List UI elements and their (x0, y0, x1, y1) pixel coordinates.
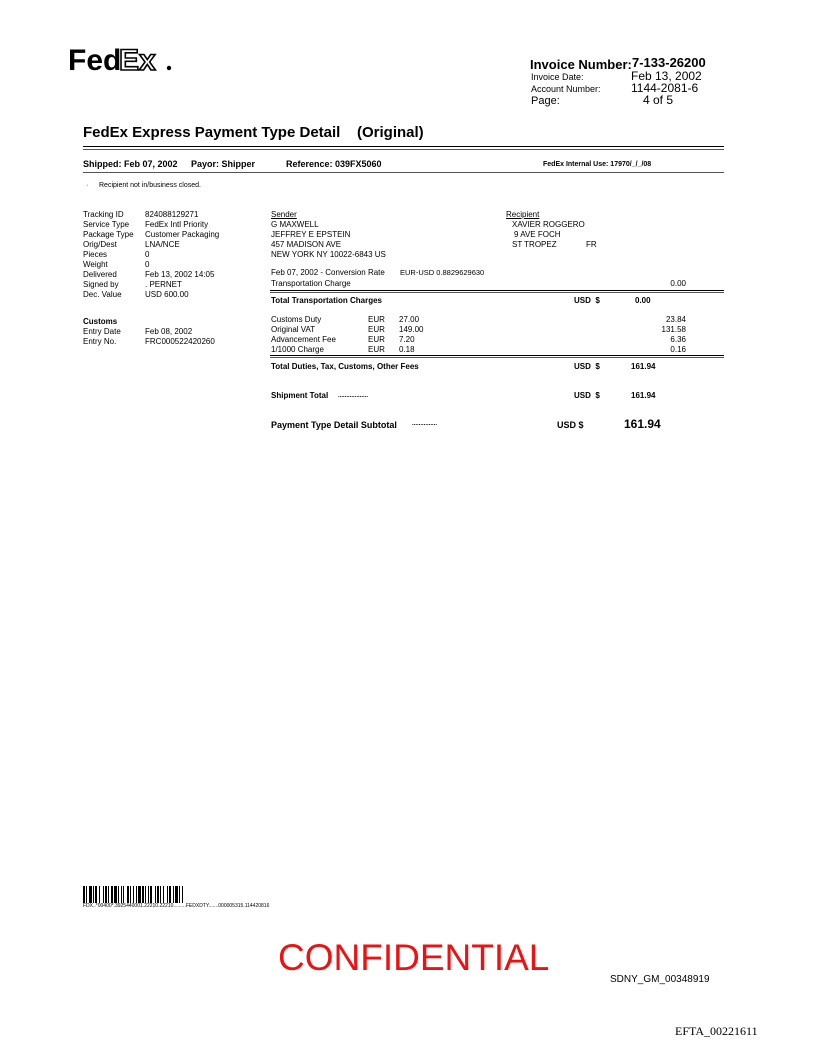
page-label: Page: (531, 95, 560, 107)
payor: Payor: Shipper (191, 159, 256, 169)
invoice-number-label: Invoice Number: (530, 57, 632, 72)
invoice-date-label: Invoice Date: (531, 72, 584, 82)
subtotal-label: Payment Type Detail Subtotal (271, 420, 397, 430)
tracking-label: Delivered (83, 270, 117, 279)
shipped-date: Shipped: Feb 07, 2002 (83, 159, 178, 169)
entry-date-label: Entry Date (83, 327, 121, 336)
barcode-bar (93, 886, 94, 903)
recipient-heading: Recipient (506, 210, 540, 219)
divider (270, 290, 724, 291)
sender-heading: Sender (271, 210, 297, 219)
shipment-total-label: Shipment Total (271, 391, 329, 400)
tracking-label: Weight (83, 260, 108, 269)
barcode-bar (111, 886, 113, 903)
tracking-value: Feb 13, 2002 14:05 (145, 270, 215, 279)
tracking-label: Service Type (83, 220, 130, 229)
logo-fed-text: Fed (68, 44, 122, 76)
barcode-bar (95, 886, 97, 903)
divider (83, 146, 724, 147)
shipment-total-currency: USD $ (574, 391, 600, 400)
duty-usd: 0.16 (670, 345, 686, 354)
sender-line: JEFFREY E EPSTEIN (271, 230, 351, 239)
confidential-stamp: CONFIDENTIAL (278, 937, 550, 978)
duty-eur: 0.18 (399, 345, 415, 354)
barcode-bar (118, 886, 119, 903)
tracking-value: Customer Packaging (145, 230, 220, 239)
subtotal-currency: USD $ (557, 420, 584, 430)
barcode-bar (133, 886, 134, 903)
barcode-bar (123, 886, 124, 903)
divider (83, 149, 724, 150)
invoice-number-value: 7-133-26200 (632, 55, 706, 70)
recipient-line: XAVIER ROGGERO (512, 220, 585, 229)
barcode-bar (148, 886, 149, 903)
sender-line: NEW YORK NY 10022-6843 US (271, 250, 386, 259)
duty-usd: 6.36 (670, 335, 686, 344)
tracking-labels (83, 210, 134, 300)
duty-label: Original VAT (271, 325, 316, 334)
efta-number: EFTA_00221611 (675, 1024, 758, 1038)
account-number-label: Account Number: (531, 84, 601, 94)
logo-dot (167, 66, 171, 70)
barcode-bar (179, 886, 180, 903)
transportation-charge-label: Transportation Charge (271, 279, 351, 288)
page-title: FedEx Express Payment Type Detail (Original) (83, 124, 424, 141)
duty-usd: 131.58 (661, 325, 686, 334)
transportation-charge-amount: 0.00 (670, 279, 686, 288)
recipient-city: ST TROPEZ (512, 240, 557, 249)
note-bullet: · (86, 182, 89, 189)
invoice-date-value: Feb 13, 2002 (631, 69, 702, 83)
duty-eur: 149.00 (399, 325, 424, 334)
divider (270, 292, 724, 293)
tracking-value: FedEx Intl Priority (145, 220, 209, 229)
tracking-label: Orig/Dest (83, 240, 117, 249)
total-transportation-currency: USD $ (574, 296, 600, 305)
tracking-value: USD 600.00 (145, 290, 189, 299)
note-text: Recipient not in/business closed. (99, 182, 201, 189)
barcode-bar (167, 886, 168, 903)
duty-usd: 23.84 (665, 315, 686, 324)
tracking-value: . PERNET (145, 280, 182, 289)
barcode-bar (105, 886, 107, 903)
entry-no-label: Entry No. (83, 337, 117, 346)
tracking-label: Dec. Value (83, 290, 122, 299)
entry-no-value: FRC000522420260 (145, 337, 215, 346)
internal-use: FedEx Internal Use: 17970/_/_/08 (543, 161, 652, 168)
bates-number: SDNY_GM_00348919 (610, 974, 710, 985)
duty-label: Advancement Fee (271, 335, 336, 344)
reference: Reference: 039FX5060 (286, 159, 382, 169)
total-transportation-label: Total Transportation Charges (271, 296, 382, 305)
divider (83, 172, 724, 173)
tracking-label: Tracking ID (83, 210, 124, 219)
barcode-bar (136, 886, 137, 903)
tracking-value: 0 (145, 260, 150, 269)
tracking-values (145, 210, 219, 300)
conversion-rate: EUR-USD 0.8829629630 (400, 268, 485, 277)
tracking-value: 824088129271 (145, 210, 199, 219)
barcode-text: FDX..*00400*.3925440001.22210.22210.........FEDXDTY.......000005315.114420816 (83, 903, 270, 909)
barcode-bar (155, 886, 156, 903)
tracking-value: 0 (145, 250, 150, 259)
barcode-bar (160, 886, 161, 903)
total-transportation-amount: 0.00 (635, 296, 651, 305)
duties-total-currency: USD $ (574, 362, 600, 371)
sender-line: G MAXWELL (271, 220, 319, 229)
duty-label: 1/1000 Charge (271, 345, 324, 354)
duty-currency: EUR (368, 325, 385, 334)
divider (270, 357, 724, 358)
fedex-logo (68, 44, 178, 76)
barcode-bar (157, 886, 159, 903)
barcode-bar (173, 886, 174, 903)
barcode-bar (108, 886, 109, 903)
duty-currency: EUR (368, 345, 385, 354)
shipment-total-amount: 161.94 (631, 391, 656, 400)
barcode-bar (145, 886, 146, 903)
duties-total-amount: 161.94 (631, 362, 656, 371)
barcode-image (83, 886, 209, 903)
duty-eur: 7.20 (399, 335, 415, 344)
barcode-bar (175, 886, 178, 903)
conversion-label: Feb 07, 2002 - Conversion Rate (271, 268, 385, 277)
customs-heading: Customs (83, 317, 118, 326)
divider (270, 355, 724, 356)
tracking-label: Signed by (83, 280, 119, 289)
page-value: 4 of 5 (643, 93, 674, 107)
entry-date-value: Feb 08, 2002 (145, 327, 193, 336)
account-number-value: 1144-2081-6 (631, 81, 699, 95)
barcode-bar (163, 886, 164, 903)
tracking-label: Package Type (83, 230, 134, 239)
barcode-bar (169, 886, 171, 903)
barcode-bar (150, 886, 152, 903)
barcode-bar (142, 886, 144, 903)
sender-line: 457 MADISON AVE (271, 240, 342, 249)
sender-address (271, 220, 386, 260)
tracking-value: LNA/NCE (145, 240, 180, 249)
barcode-bar (121, 886, 122, 903)
recipient-country: FR (586, 240, 597, 249)
barcode-bar (86, 886, 87, 903)
recipient-line: 9 AVE FOCH (514, 230, 561, 239)
barcode-bar (89, 886, 92, 903)
tracking-label: Pieces (83, 250, 108, 259)
duty-currency: EUR (368, 315, 385, 324)
logo-ex-text: Ex (119, 44, 156, 76)
subtotal-amount: 161.94 (624, 417, 661, 431)
duty-label: Customs Duty (271, 315, 322, 324)
barcode-bar (182, 886, 183, 903)
barcode-bar (99, 886, 100, 903)
shipment-total-dots: .................. (338, 393, 369, 399)
barcode-bar (130, 886, 131, 903)
barcode-bar (114, 886, 117, 903)
subtotal-dots: ............... (412, 421, 438, 427)
barcode-bar (103, 886, 104, 903)
duties-total-label: Total Duties, Tax, Customs, Other Fees (271, 362, 419, 371)
barcode-bar (127, 886, 129, 903)
barcode-bar (138, 886, 141, 903)
duty-currency: EUR (368, 335, 385, 344)
duty-eur: 27.00 (399, 315, 420, 324)
barcode-bar (83, 886, 85, 903)
